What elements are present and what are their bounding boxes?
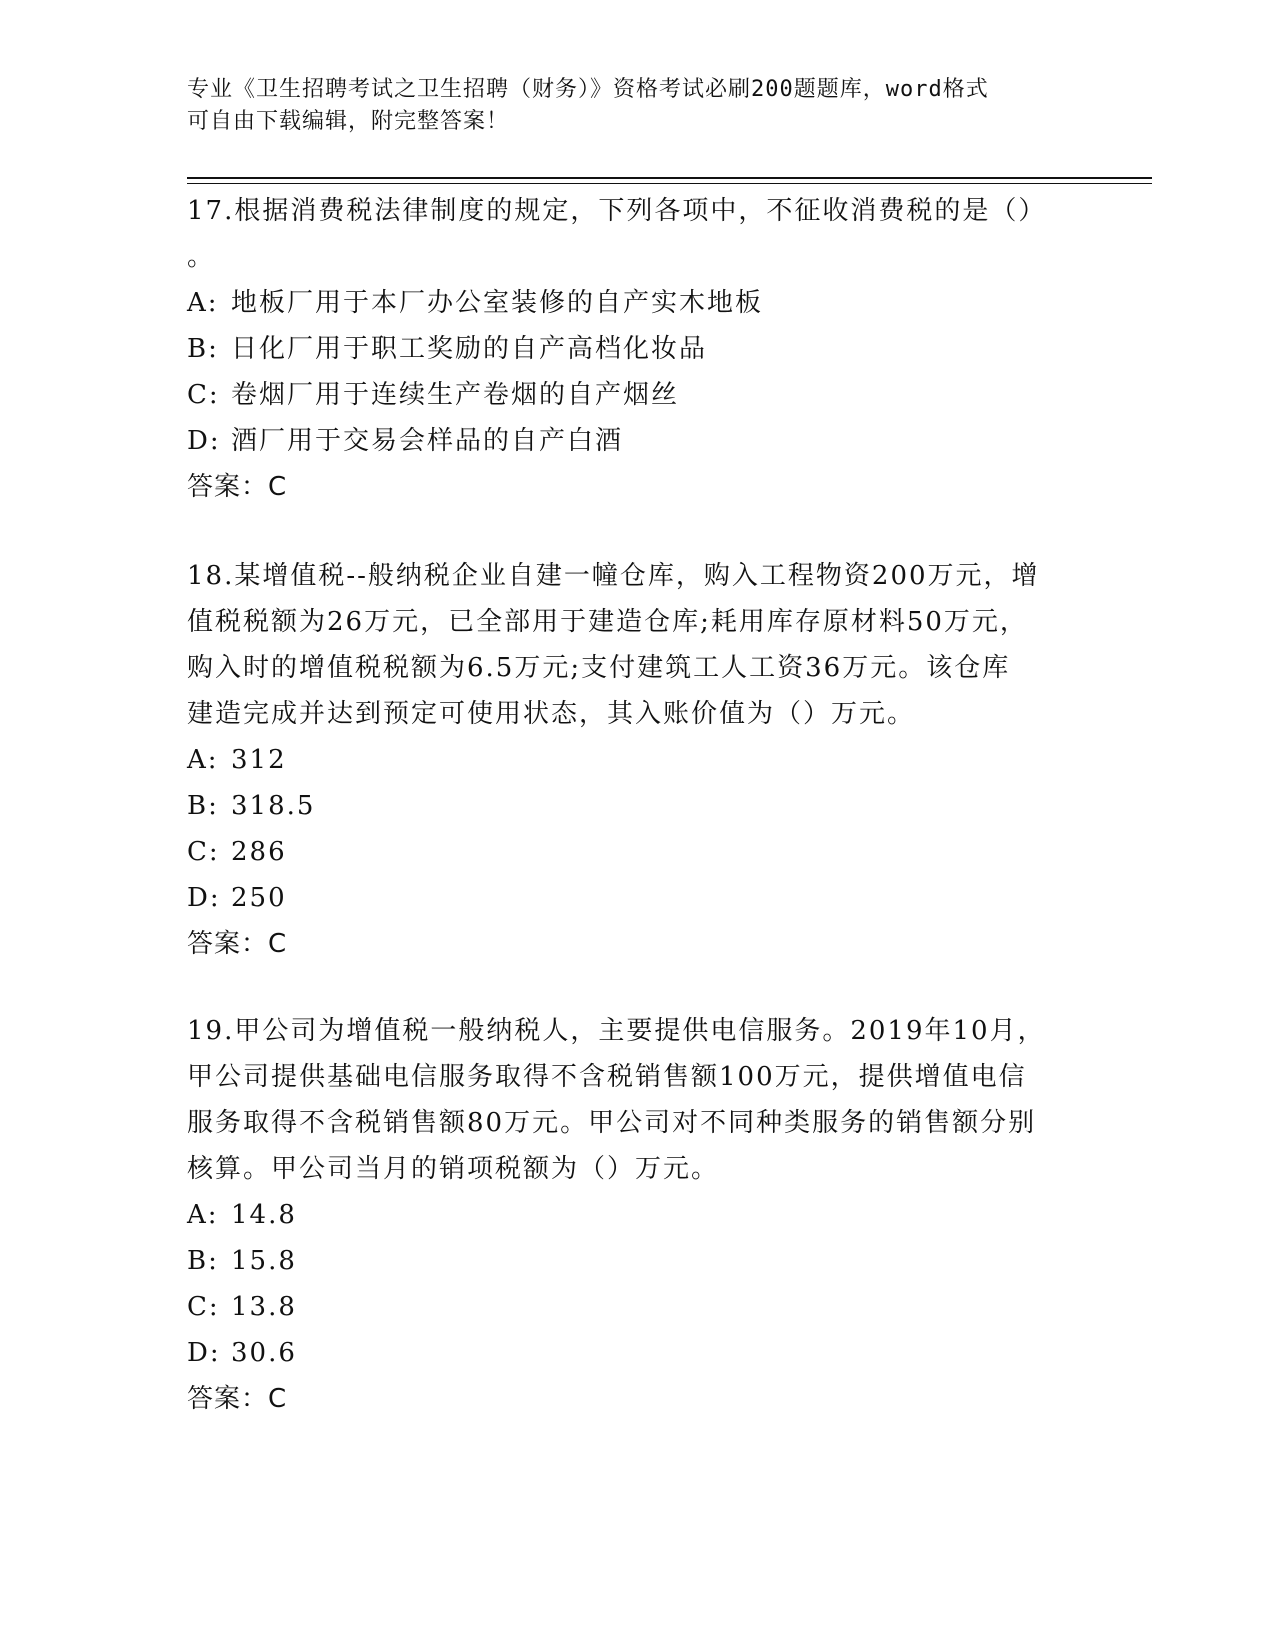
- option-d: [187, 875, 1087, 921]
- option-label: D:: [187, 426, 221, 456]
- question-stem-line: 值税税额为26万元，已全部用于建造仓库;耗用库存原材料50万元，: [187, 607, 1028, 637]
- option-text: 318.5: [231, 791, 316, 821]
- option-text: 酒厂用于交易会样品的自产白酒: [231, 426, 624, 456]
- option-label: A:: [187, 745, 219, 775]
- option-a: [187, 280, 1087, 326]
- question-stem-line: 甲公司提供基础电信服务取得不含税销售额100万元，提供增值电信: [187, 1062, 1027, 1092]
- option-text: 15.8: [231, 1246, 297, 1276]
- answer-text: 答案：C: [187, 1384, 288, 1414]
- option-text: 地板厂用于本厂办公室装修的自产实木地板: [231, 288, 764, 318]
- option-a: [187, 1192, 1087, 1238]
- option-label: B:: [187, 791, 219, 821]
- option-text: 13.8: [231, 1292, 297, 1322]
- question-stem-line: 18.某增值税--般纳税企业自建一幢仓库，购入工程物资200万元，增: [187, 561, 1040, 591]
- option-label: D:: [187, 883, 221, 913]
- option-text: 卷烟厂用于连续生产卷烟的自产烟丝: [231, 380, 680, 410]
- option-text: 286: [231, 837, 287, 867]
- option-b: [187, 783, 1087, 829]
- option-d: [187, 418, 1087, 464]
- question-stem-line: 建造完成并达到预定可使用状态，其入账价值为（）万元。: [187, 699, 916, 729]
- option-c: [187, 1284, 1087, 1330]
- answer-text: 答案：C: [187, 472, 288, 502]
- option-label: C:: [187, 837, 220, 867]
- option-b: [187, 1238, 1087, 1284]
- header-line-2: 可自由下载编辑，附完整答案！: [187, 109, 510, 134]
- question-stem-line: 服务取得不含税销售额80万元。甲公司对不同种类服务的销售额分别: [187, 1108, 1037, 1138]
- option-label: A:: [187, 288, 219, 318]
- option-label: A:: [187, 1200, 219, 1230]
- option-text: 312: [231, 745, 287, 775]
- option-c: [187, 829, 1087, 875]
- option-a: [187, 737, 1087, 783]
- option-label: B:: [187, 1246, 219, 1276]
- header-divider-thin: [187, 183, 1152, 184]
- option-text: 250: [231, 883, 287, 913]
- question-18: [187, 553, 1087, 967]
- option-c: [187, 372, 1087, 418]
- option-label: B:: [187, 334, 219, 364]
- question-stem-line: 17.根据消费税法律制度的规定，下列各项中，不征收消费税的是（）: [187, 196, 1047, 226]
- question-stem-line: 19.甲公司为增值税一般纳税人，主要提供电信服务。2019年10月，: [187, 1016, 1046, 1046]
- header-line-1: 专业《卫生招聘考试之卫生招聘（财务）》资格考试必刷200题题库，word格式: [187, 77, 989, 102]
- option-text: 30.6: [231, 1338, 297, 1368]
- option-d: [187, 1330, 1087, 1376]
- option-label: C:: [187, 380, 220, 410]
- answer-text: 答案：C: [187, 929, 288, 959]
- question-19: [187, 1008, 1087, 1422]
- option-b: [187, 326, 1087, 372]
- option-label: C:: [187, 1292, 220, 1322]
- option-label: D:: [187, 1338, 221, 1368]
- option-text: 日化厂用于职工奖励的自产高档化妆品: [231, 334, 708, 364]
- question-stem-line: 购入时的增值税税额为6.5万元;支付建筑工人工资36万元。该仓库: [187, 653, 1011, 683]
- question-17: [187, 188, 1087, 510]
- question-stem-line: 核算。甲公司当月的销项税额为（）万元。: [187, 1154, 720, 1184]
- document-header: [187, 74, 1067, 138]
- question-stem-line: 。: [187, 242, 216, 272]
- header-divider-thick: [187, 177, 1152, 179]
- option-text: 14.8: [231, 1200, 297, 1230]
